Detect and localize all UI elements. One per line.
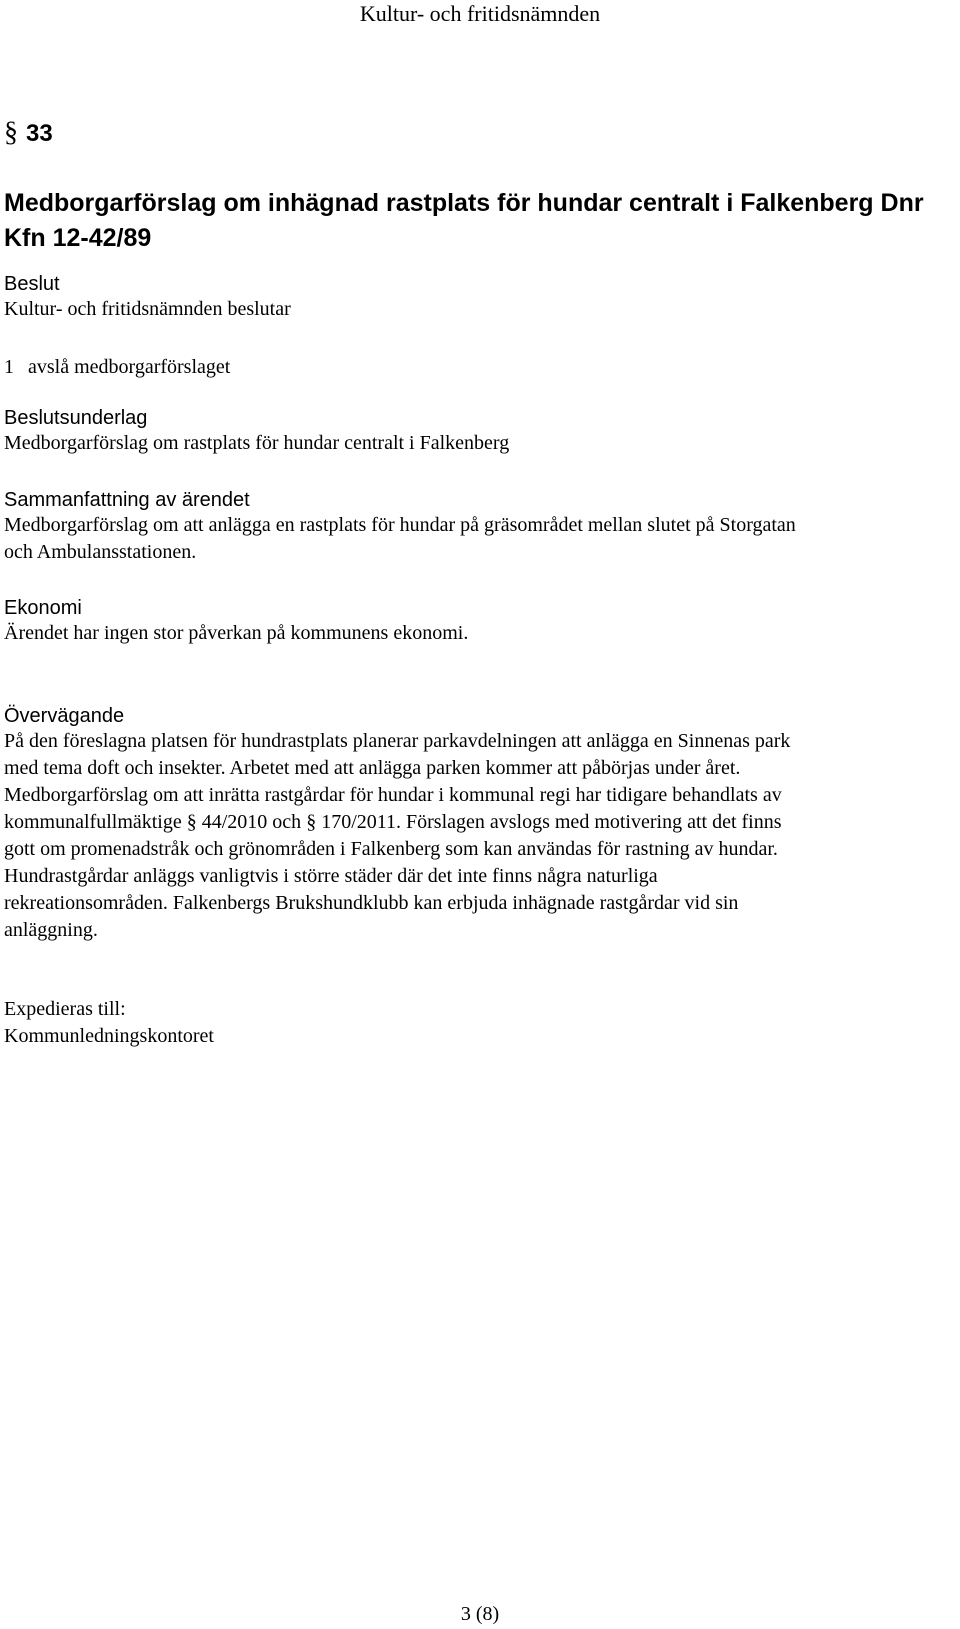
decision-item-text: avslå medborgarförslaget xyxy=(28,356,231,378)
beslutsunderlag-text: Medborgarförslag om rastplats för hundar centralt i Falkenberg xyxy=(4,432,510,454)
sammanfattning-heading: Sammanfattning av ärendet xyxy=(4,489,250,511)
section-number xyxy=(4,118,53,149)
beslutsunderlag-heading: Beslutsunderlag xyxy=(4,407,148,429)
overvagande-line-8: anläggning. xyxy=(4,919,98,941)
beslut-intro: Kultur- och fritidsnämnden beslutar xyxy=(4,298,291,320)
overvagande-line-4-part-1: kommunalfullmäktige xyxy=(4,811,182,833)
expedieras-label: Expedieras till: xyxy=(4,998,126,1020)
overvagande-line-5: gott om promenadstråk och grönområden i Falkenberg som kan användas för rastning av hundar. xyxy=(4,838,778,860)
expedieras-section xyxy=(4,996,956,1050)
overvagande-heading: Övervägande xyxy=(4,705,125,727)
overvagande-line-3: Medborgarförslag om att inrätta rastgårdar för hundar i kommunal regi har tidigare behandlats av xyxy=(4,784,782,806)
beslutsunderlag-section xyxy=(4,406,956,457)
overvagande-line-4-part-2: 44/2010 och xyxy=(201,811,302,833)
decision-item xyxy=(4,354,956,381)
overvagande-section xyxy=(4,704,956,944)
beslut-heading: Beslut xyxy=(4,273,60,295)
page-header: Kultur- och fritidsnämnden xyxy=(359,1,601,26)
page-number: 3 (8) xyxy=(460,1603,500,1625)
paragraph-sign: § xyxy=(4,117,18,148)
sammanfattning-line-2: och Ambulansstationen. xyxy=(4,541,197,563)
overvagande-line-2: med tema doft och insekter. Arbetet med att anlägga parken kommer att påbörjas under året. xyxy=(4,757,741,779)
paragraph-sign: § xyxy=(186,811,197,833)
overvagande-line-4 xyxy=(4,809,956,836)
overvagande-line-7: rekreationsområden. Falkenbergs Brukshundklubb kan erbjuda inhägnade rastgårdar vid sin xyxy=(4,892,739,914)
section-number-value: 33 xyxy=(26,120,53,147)
expedieras-recipient: Kommunledningskontoret xyxy=(4,1025,214,1047)
paragraph-sign: § xyxy=(306,811,317,833)
ekonomi-heading: Ekonomi xyxy=(4,597,82,619)
ekonomi-text: Ärendet har ingen stor påverkan på kommunens ekonomi. xyxy=(4,622,469,644)
decision-item-number: 1 xyxy=(4,356,14,378)
sammanfattning-line-1: Medborgarförslag om att anlägga en rastplats för hundar på gräsområdet mellan slutet på Storgatan xyxy=(4,514,796,536)
document-title: Medborgarförslag om inhägnad rastplats för hundar centralt i Falkenberg Dnr Kfn 12-42/89 xyxy=(4,189,924,252)
ekonomi-section xyxy=(4,596,956,647)
overvagande-line-1: På den föreslagna platsen för hundrastplats planerar parkavdelningen att anlägga en Sinnenas park xyxy=(4,730,791,752)
overvagande-line-4-part-3: 170/2011. Förslagen avslogs med motivering att det finns xyxy=(321,811,782,833)
beslut-section xyxy=(4,272,956,323)
sammanfattning-section xyxy=(4,488,956,566)
overvagande-line-6: Hundrastgårdar anläggs vanligtvis i större städer där det inte finns några naturliga xyxy=(4,865,658,887)
